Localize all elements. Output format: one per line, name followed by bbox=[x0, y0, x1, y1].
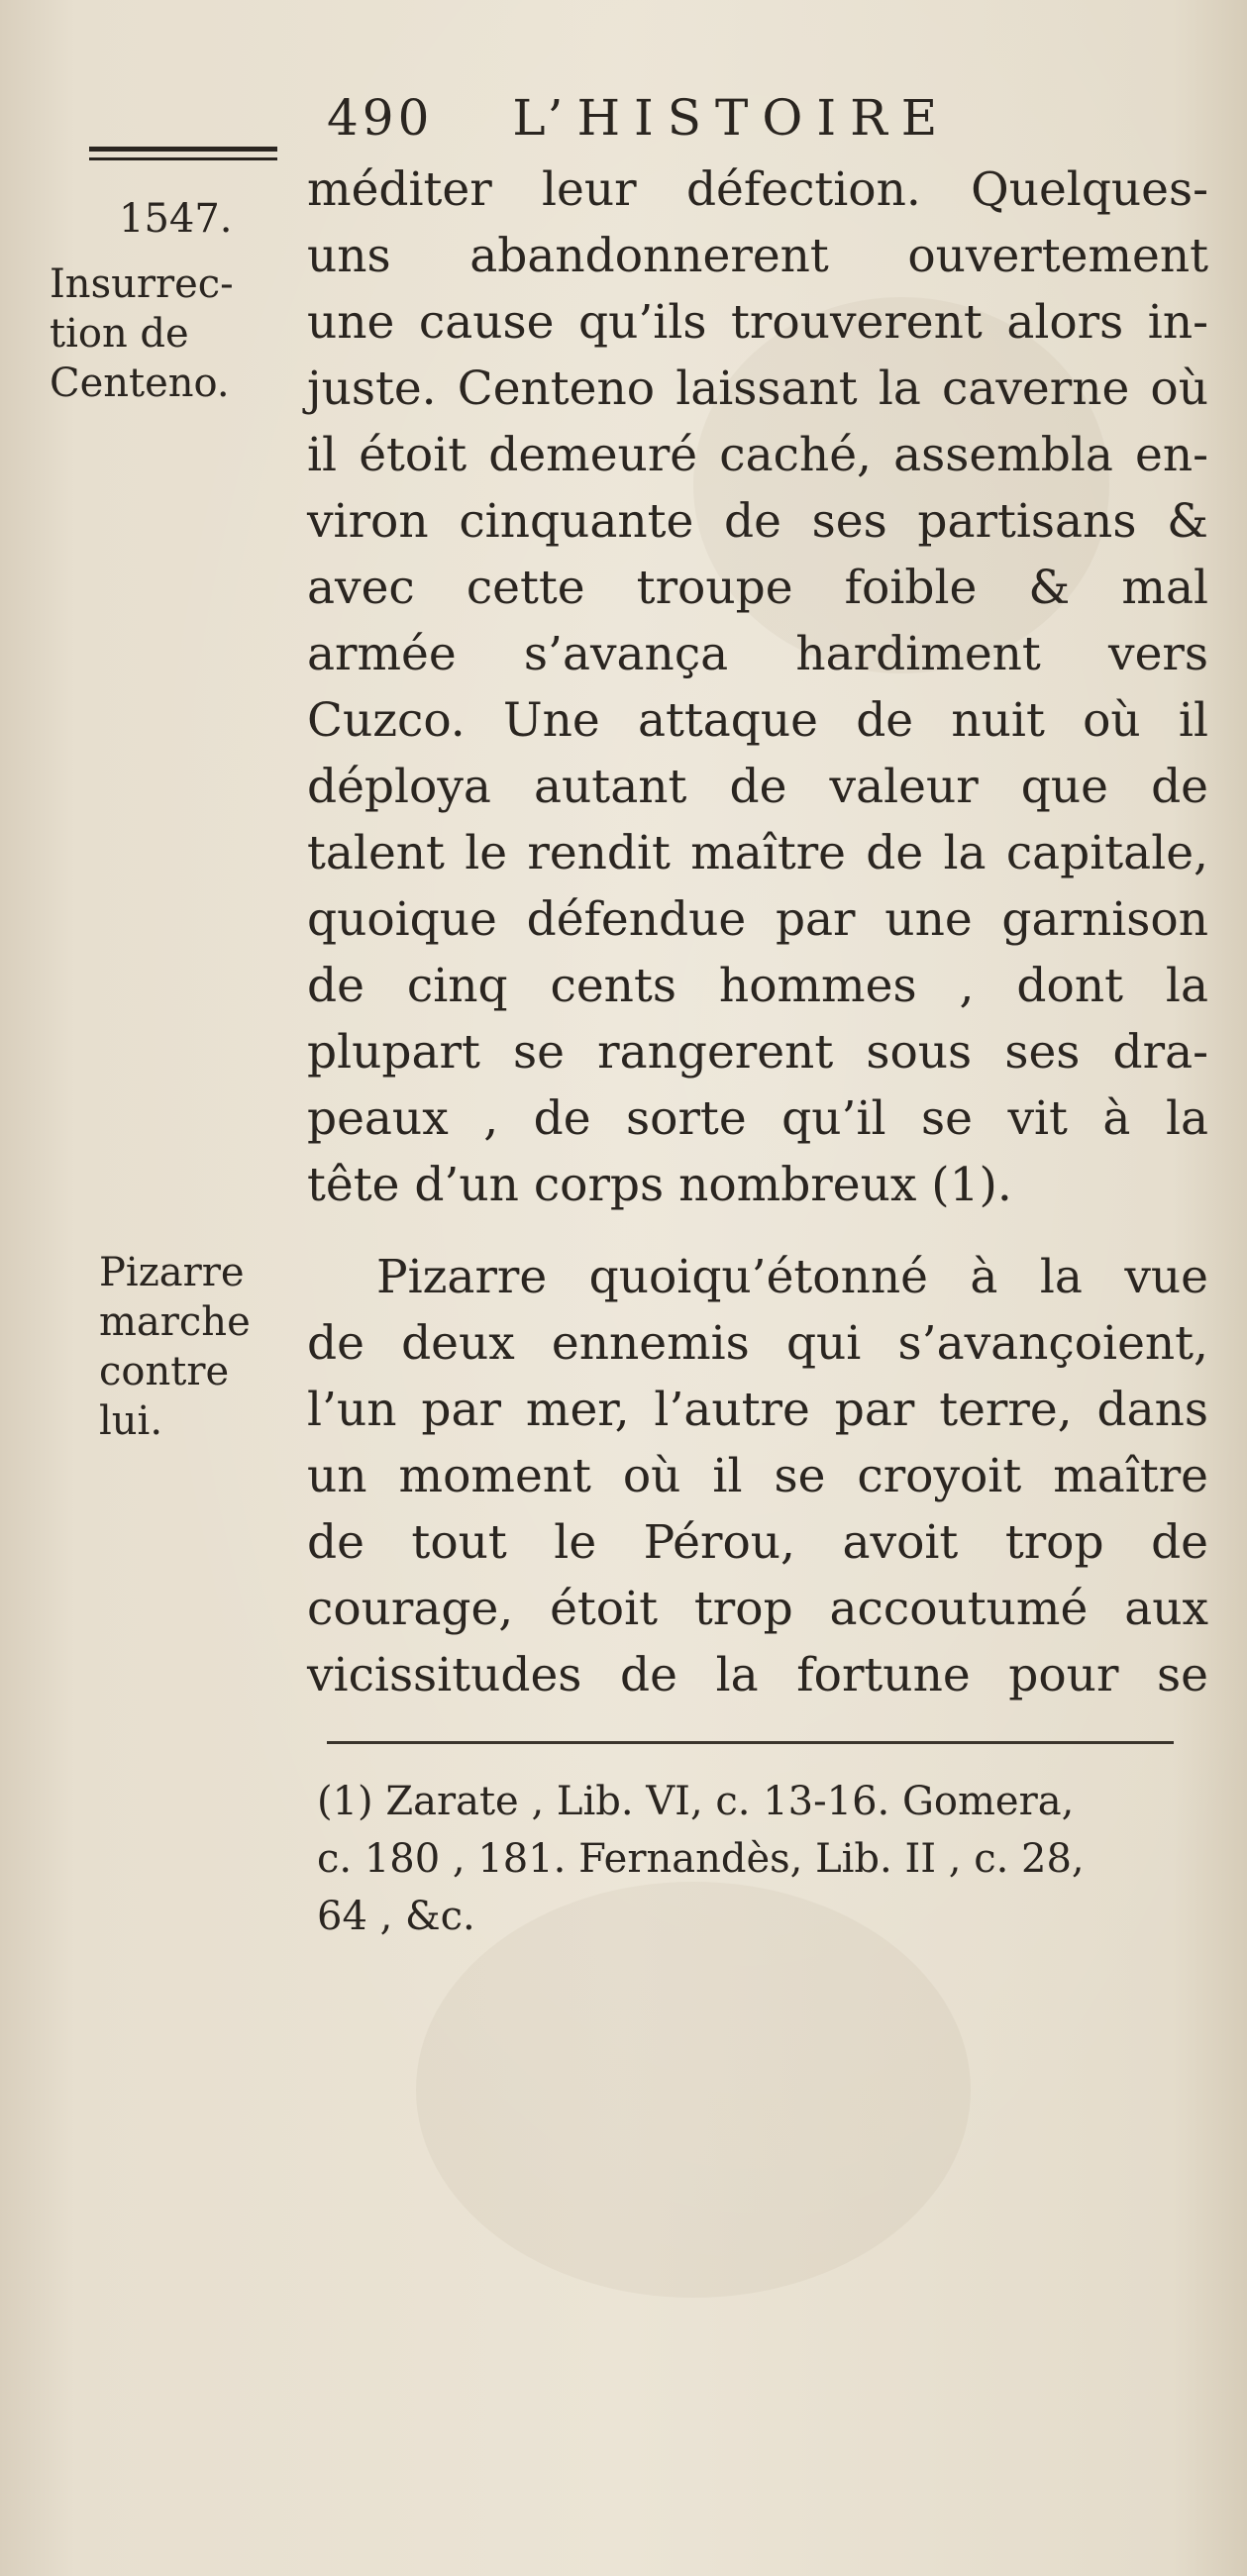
running-header bbox=[327, 89, 951, 147]
footnote-line: 64 , &c. bbox=[317, 1894, 475, 1939]
text-line: peaux , de sorte qu’il se vit à la bbox=[307, 1091, 1208, 1146]
text-line: l’un par mer, l’autre par terre, dans bbox=[307, 1383, 1208, 1437]
text-line: de tout le Pérou, avoit trop de bbox=[307, 1515, 1208, 1570]
text-line: un moment où il se croyoit maître bbox=[307, 1449, 1208, 1503]
text-line: juste. Centeno laissant la caverne où bbox=[307, 361, 1208, 416]
text-line: Cuzco. Une attaque de nuit où il bbox=[307, 693, 1208, 748]
margin-note-pizarre: Pizarre marche contre lui. bbox=[99, 1250, 251, 1444]
text-line: talent le rendit maître de la capitale, bbox=[307, 826, 1208, 880]
footnote-line: c. 180 , 181. Fernandès, Lib. II , c. 28, bbox=[317, 1836, 1085, 1882]
paragraph-1 bbox=[307, 156, 1208, 1218]
text-line: armée s’avança hardiment vers bbox=[307, 627, 1208, 681]
header-rule bbox=[89, 147, 277, 160]
text-line: tête d’un corps nombreux (1). bbox=[307, 1158, 1012, 1212]
text-line: Pizarre quoiqu’étonné à la vue bbox=[376, 1250, 1208, 1304]
text-line: plupart se rangerent sous ses dra- bbox=[307, 1025, 1208, 1080]
text-line: viron cinquante de ses partisans & bbox=[307, 494, 1208, 549]
text-line: courage, étoit trop accoutumé aux bbox=[307, 1582, 1208, 1636]
text-line: une cause qu’ils trouverent alors in- bbox=[307, 295, 1208, 350]
text-line: avec cette troupe foible & mal bbox=[307, 561, 1208, 615]
running-title: L’HISTOIRE bbox=[512, 89, 952, 147]
footnotes bbox=[317, 1773, 1189, 1945]
footnote-line: (1) Zarate , Lib. VI, c. 13-16. Gomera, bbox=[317, 1779, 1075, 1824]
margin-note-insurrection: Insurrec- tion de Centeno. bbox=[50, 261, 234, 406]
text-line: il étoit demeuré caché, assembla en- bbox=[307, 428, 1208, 482]
margin-year: 1547. bbox=[119, 196, 233, 242]
text-line: de cinq cents hommes , dont la bbox=[307, 959, 1208, 1013]
page-number: 490 bbox=[327, 89, 434, 147]
paragraph-2 bbox=[307, 1244, 1208, 1708]
text-line: déploya autant de valeur que de bbox=[307, 760, 1208, 814]
text-line: quoique défendue par une garnison bbox=[307, 892, 1208, 947]
text-line: méditer leur défection. Quelques- bbox=[307, 162, 1208, 217]
text-line: vicissitudes de la fortune pour se bbox=[307, 1648, 1208, 1702]
footnote-rule bbox=[327, 1741, 1174, 1744]
text-line: de deux ennemis qui s’avançoient, bbox=[307, 1316, 1208, 1371]
text-line: uns abandonnerent ouvertement bbox=[307, 229, 1208, 283]
